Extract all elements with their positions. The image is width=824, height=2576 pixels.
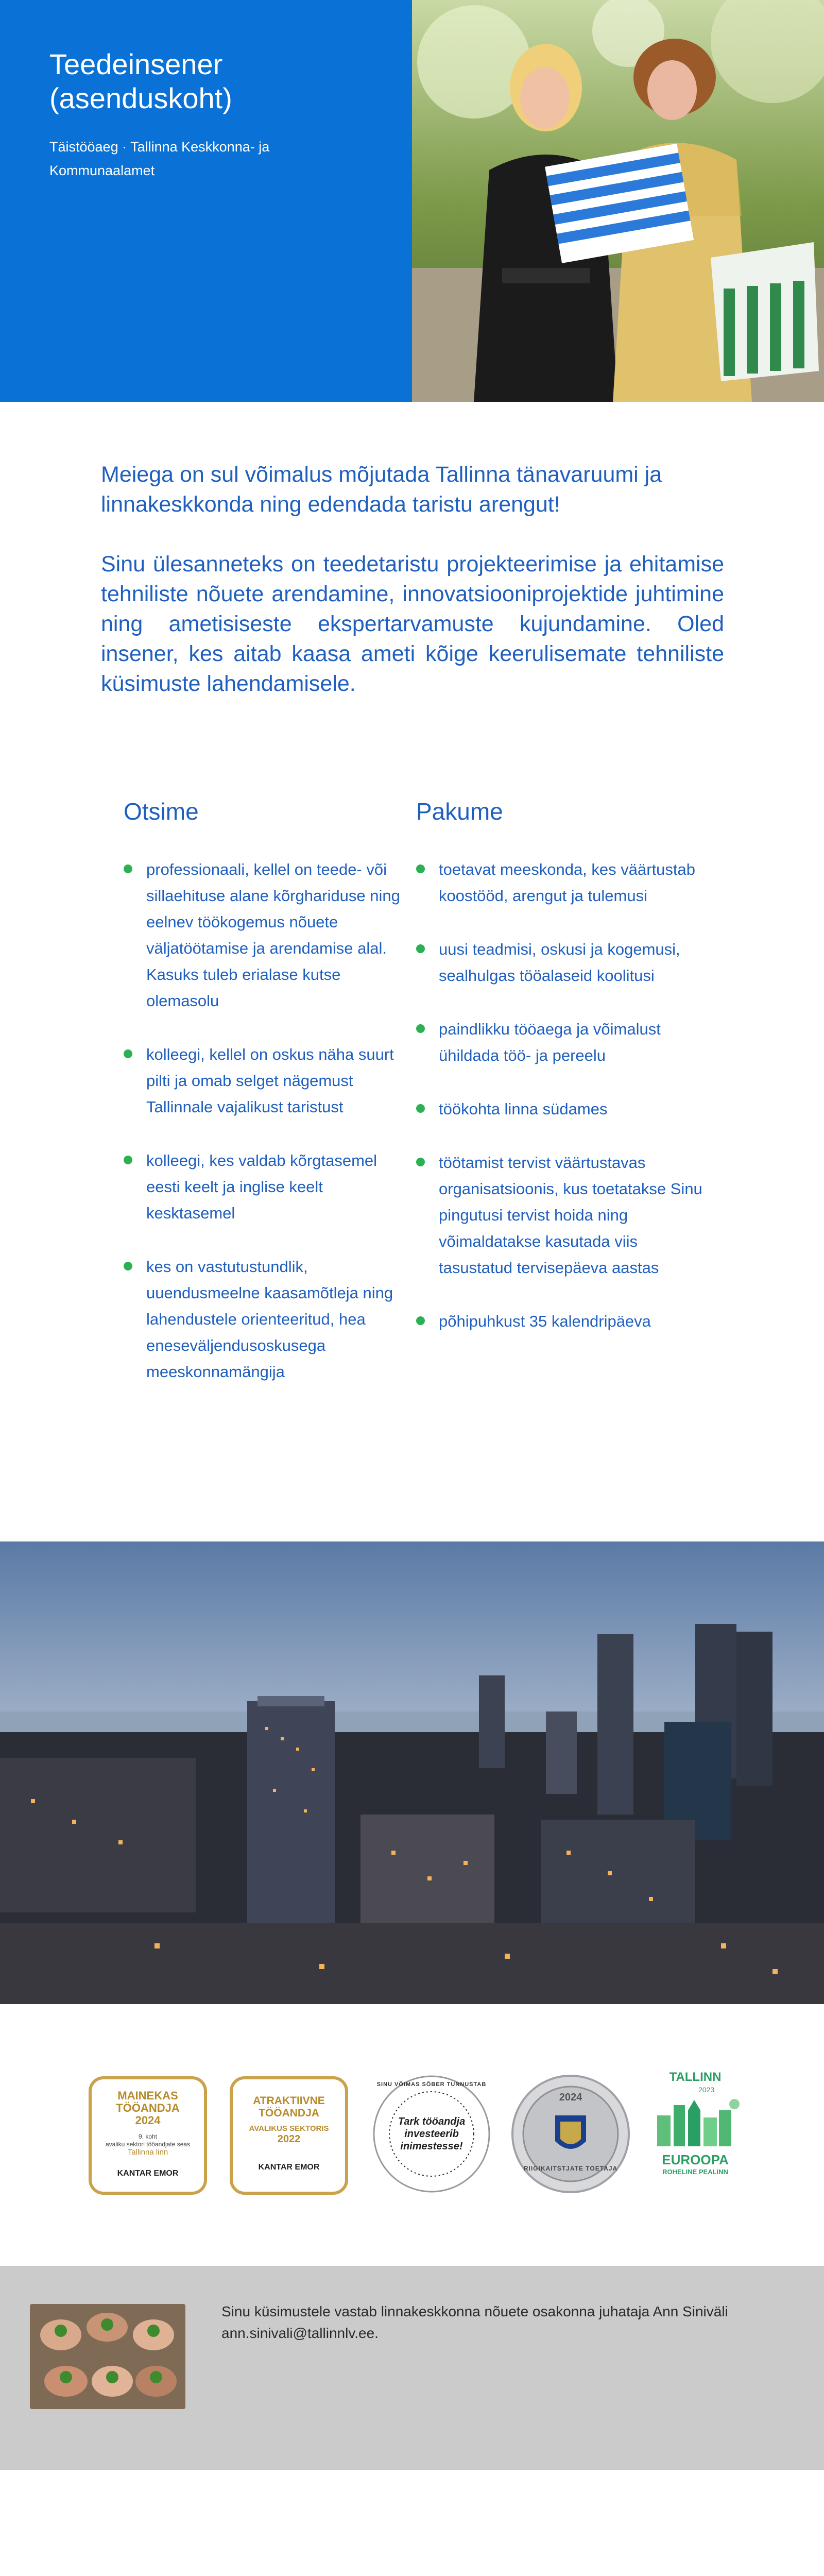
bullet-dot-icon [416, 1158, 425, 1166]
offer-heading: Pakume [416, 798, 503, 825]
list-item-text: uusi teadmisi, oskusi ja kogemusi, sealhulgas tööalaseid koolitusi [439, 940, 680, 985]
list-item-text: paindlikku tööaega ja võimalust ühildada töö- ja pereelu [439, 1020, 661, 1064]
list-item-text: töökohta linna südames [439, 1100, 608, 1118]
intro-paragraph-2: Sinu ülesanneteks on teedetaristu projekteerimise ja ehitamise tehniliste nõuete arendamine, innovatsiooniprojektide juhtimine ning ametisiseste ekspertarvamuste kujundamine. Oled insener, kes aitab kaasa ameti kõige keerulisemate tehniliste küsimuste lahendamisele. [101, 552, 724, 696]
list-item [416, 1016, 705, 1069]
kantar-emor-logo: KANTAR EMOR [117, 2169, 179, 2178]
contact-text: Sinu küsimustele vastab linnakeskkonna nõuete osakonna juhataja Ann Siniväli ann.sinivali@tallinnlv.ee. [221, 2303, 728, 2341]
bullet-dot-icon [124, 865, 132, 873]
list-item-text: töötamist tervist väärtustavas organisatsioonis, kus toetatakse Sinu pingutusi tervist hoida ning võimaldatakse kasutada viis tasustatud tervisepäeva aastas [439, 1154, 702, 1277]
award-badge-atraktiivne [230, 2076, 348, 2195]
list-item [124, 856, 412, 1014]
badge-ring-text: SINU VÕIMAS SÕBER TUNNUSTAB [376, 2081, 487, 2088]
list-item-text: professionaali, kellel on teede- või sillaehituse alane kõrghariduse ning eelnev töökogemus nõuete väljatöötamise ja arendamise alal. Kasuks tuleb erialase kutse olemasolu [146, 860, 400, 1010]
bullet-dot-icon [416, 1104, 425, 1113]
two-women-reading-brochure-photo [412, 0, 824, 402]
badge-ring-text: RIIGIKAITSTJATE TOETAJA [523, 2165, 618, 2172]
award-badge-tark-tooandja [372, 2074, 491, 2194]
list-item-text: kolleegi, kes valdab kõrgtasemel eesti keelt ja inglise keelt kesktasemel [146, 1151, 377, 1222]
list-item [416, 1096, 705, 1122]
badge-text: TALLINN [669, 2070, 722, 2084]
offer-list [416, 856, 705, 1334]
bullet-dot-icon [416, 1316, 425, 1325]
badge-text: ATRAKTIIVNE [253, 2095, 325, 2107]
job-title: Teedeinsener (asenduskoht) [49, 48, 232, 114]
badge-text: MAINEKAS [117, 2089, 178, 2102]
bullet-dot-icon [416, 1024, 425, 1033]
hero-blue-panel [0, 0, 412, 402]
list-item [416, 1308, 705, 1334]
seeking-heading: Otsime [124, 798, 199, 825]
badge-text: ROHELINE PEALINN [662, 2168, 728, 2176]
badge-text: AVALIKUS SEKTORIS [249, 2124, 329, 2133]
job-subtitle: Täistööaeg · Tallinna Keskkonna- ja Kommunaalamet [49, 139, 270, 178]
list-item [416, 936, 705, 989]
seeking-column [124, 798, 412, 1412]
badge-text: TÖÖANDJA [259, 2107, 319, 2119]
list-item [416, 1149, 705, 1281]
badge-text: investeerib [404, 2128, 459, 2140]
badge-text: EUROOPA [662, 2152, 729, 2167]
bullet-dot-icon [124, 1262, 132, 1270]
bullet-dot-icon [416, 865, 425, 873]
list-item-text: toetavat meeskonda, kes väärtustab koostööd, arengut ja tulemusi [439, 860, 696, 905]
badge-text: inimestesse! [400, 2141, 463, 2152]
badge-year: 2022 [277, 2133, 301, 2145]
bullet-dot-icon [124, 1156, 132, 1164]
badge-text: TÖÖANDJA [116, 2102, 180, 2114]
awards-row [0, 2056, 824, 2226]
list-item [124, 1147, 412, 1226]
badge-year: 2024 [135, 2114, 161, 2127]
list-item [124, 1041, 412, 1120]
award-badge-euroopa-roheline-pealinn [647, 2070, 744, 2199]
badge-text: avaliku sektori tööandjate seas [105, 2141, 191, 2148]
list-item-text: kolleegi, kellel on oskus näha suurt pilti ja omab selget nägemust Tallinnale vajalikust taristust [146, 1045, 394, 1116]
badge-year: 2024 [559, 2092, 582, 2103]
list-item-text: kes on vastutustundlik, uuendusmeelne kaasamõtleja ning lahendustele orienteeritud, hea eneseväljendusoskusega meeskonnamängija [146, 1258, 393, 1381]
intro-paragraph-1: Meiega on sul võimalus mõjutada Tallinna tänavaruumi ja linnakeskkonda ning edendada taristu arengut! [101, 462, 662, 517]
badge-text: Tallinna linn [127, 2148, 168, 2157]
hands-holding-plants-photo [30, 2304, 185, 2409]
badge-text: Tark tööandja [398, 2116, 466, 2127]
bullet-dot-icon [124, 1049, 132, 1058]
badge-year: 2023 [698, 2086, 715, 2094]
intro-section [101, 460, 724, 728]
award-badge-mainekas [89, 2076, 207, 2195]
seeking-list [124, 856, 412, 1385]
list-item [416, 856, 705, 909]
list-item-text: põhipuhkust 35 kalendripäeva [439, 1312, 651, 1330]
award-badge-riigikaitse [511, 2074, 630, 2194]
hero-banner [0, 0, 824, 402]
kantar-emor-logo: KANTAR EMOR [258, 2163, 320, 2172]
list-item [124, 1253, 412, 1385]
badge-text: 9. koht [138, 2133, 158, 2140]
bullet-dot-icon [416, 944, 425, 953]
offer-column [416, 798, 705, 1362]
tallinn-skyline-dusk-photo [0, 1541, 824, 2004]
contact-section [0, 2266, 824, 2470]
